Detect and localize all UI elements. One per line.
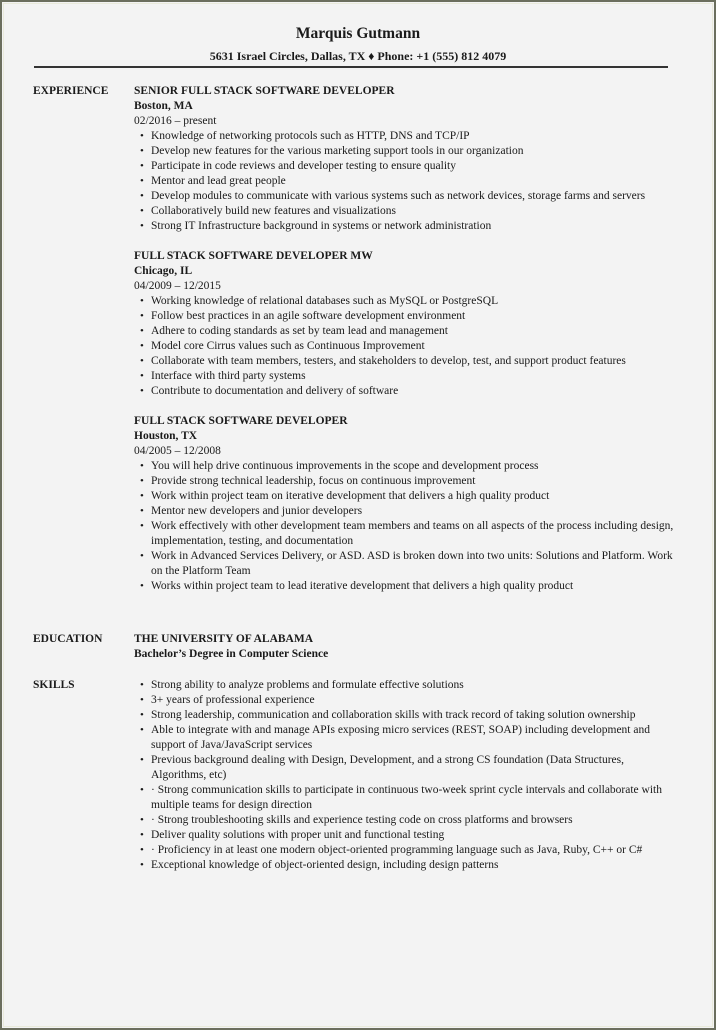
list-item: • Work effectively with other development team members and teams on all aspects of the process including design, implementation, testing, and documentation (134, 519, 679, 549)
list-item: • Collaborate with team members, testers, and stakeholders to develop, test, and support product features (134, 354, 679, 369)
list-item: • Previous background dealing with Design, Development, and a strong CS foundation (Data Structures, Algorithms, etc) (134, 753, 679, 783)
job-location: Boston, MA (134, 100, 193, 112)
section-label-education: EDUCATION (33, 633, 103, 645)
list-item: • Strong leadership, communication and collaboration skills with track record of taking solution ownership (134, 708, 679, 723)
list-item: • Knowledge of networking protocols such as HTTP, DNS and TCP/IP (134, 129, 679, 144)
skills-bullets (134, 678, 679, 873)
job-dates: 04/2005 – 12/2008 (134, 445, 221, 457)
list-item: • Develop new features for the various marketing support tools in our organization (134, 144, 679, 159)
section-label-skills: SKILLS (33, 679, 75, 691)
list-item: • Working knowledge of relational databases such as MySQL or PostgreSQL (134, 294, 679, 309)
job-bullets (134, 129, 679, 234)
job-bullets (134, 459, 679, 594)
list-item: • You will help drive continuous improvements in the scope and development process (134, 459, 679, 474)
job-entry (134, 249, 679, 399)
list-item: • Deliver quality solutions with proper unit and functional testing (134, 828, 679, 843)
job-title: FULL STACK SOFTWARE DEVELOPER MW (134, 250, 373, 262)
list-item: • Interface with third party systems (134, 369, 679, 384)
section-label-experience: EXPERIENCE (33, 85, 109, 97)
job-dates: 02/2016 – present (134, 115, 217, 127)
list-item: • Contribute to documentation and delivery of software (134, 384, 679, 399)
list-item: • Strong IT Infrastructure background in systems or network administration (134, 219, 679, 234)
header-divider (34, 66, 668, 68)
degree: Bachelor’s Degree in Computer Science (134, 648, 329, 660)
candidate-name: Marquis Gutmann (295, 25, 421, 42)
contact-line: 5631 Israel Circles, Dallas, TX ♦ Phone: +1 (555) 812 4079 (209, 49, 507, 63)
job-title: FULL STACK SOFTWARE DEVELOPER (134, 415, 348, 427)
list-item: • Able to integrate with and manage APIs exposing micro services (REST, SOAP) including development and support of Java/JavaScript services (134, 723, 679, 753)
list-item: • Develop modules to communicate with various systems such as network devices, storage farms and servers (134, 189, 679, 204)
job-entry (134, 414, 679, 594)
list-item: • Adhere to coding standards as set by team lead and management (134, 324, 679, 339)
list-item: • Mentor and lead great people (134, 174, 679, 189)
list-item: • Model core Cirrus values such as Continuous Improvement (134, 339, 679, 354)
list-item: • Strong ability to analyze problems and formulate effective solutions (134, 678, 679, 693)
experience-body (134, 84, 679, 609)
job-dates: 04/2009 – 12/2015 (134, 280, 221, 292)
list-item: • Work in Advanced Services Delivery, or ASD. ASD is broken down into two units: Solutions and Platform. Work on the Platform Team (134, 549, 679, 579)
list-item: • Work within project team on iterative development that delivers a high quality product (134, 489, 679, 504)
list-item: • Follow best practices in an agile software development environment (134, 309, 679, 324)
list-item: • · Strong communication skills to participate in continuous two-week sprint cycle intervals and collaborate with multiple teams for design direction (134, 783, 679, 813)
school-name: THE UNIVERSITY OF ALABAMA (134, 633, 314, 645)
job-title: SENIOR FULL STACK SOFTWARE DEVELOPER (134, 85, 395, 97)
list-item: • · Strong troubleshooting skills and experience testing code on cross platforms and browsers (134, 813, 679, 828)
list-item: • Collaboratively build new features and visualizations (134, 204, 679, 219)
education-body (134, 632, 679, 662)
list-item: • Mentor new developers and junior developers (134, 504, 679, 519)
list-item: • Provide strong technical leadership, focus on continuous improvement (134, 474, 679, 489)
job-entry (134, 84, 679, 234)
list-item: • Participate in code reviews and developer testing to ensure quality (134, 159, 679, 174)
list-item: • · Proficiency in at least one modern object-oriented programming language such as Java, Ruby, C++ or C# (134, 843, 679, 858)
job-location: Chicago, IL (134, 265, 193, 277)
list-item: • Exceptional knowledge of object-oriented design, including design patterns (134, 858, 679, 873)
skills-body (134, 678, 679, 873)
list-item: • 3+ years of professional experience (134, 693, 679, 708)
job-location: Houston, TX (134, 430, 198, 442)
list-item: • Works within project team to lead iterative development that delivers a high quality product (134, 579, 679, 594)
job-bullets (134, 294, 679, 399)
